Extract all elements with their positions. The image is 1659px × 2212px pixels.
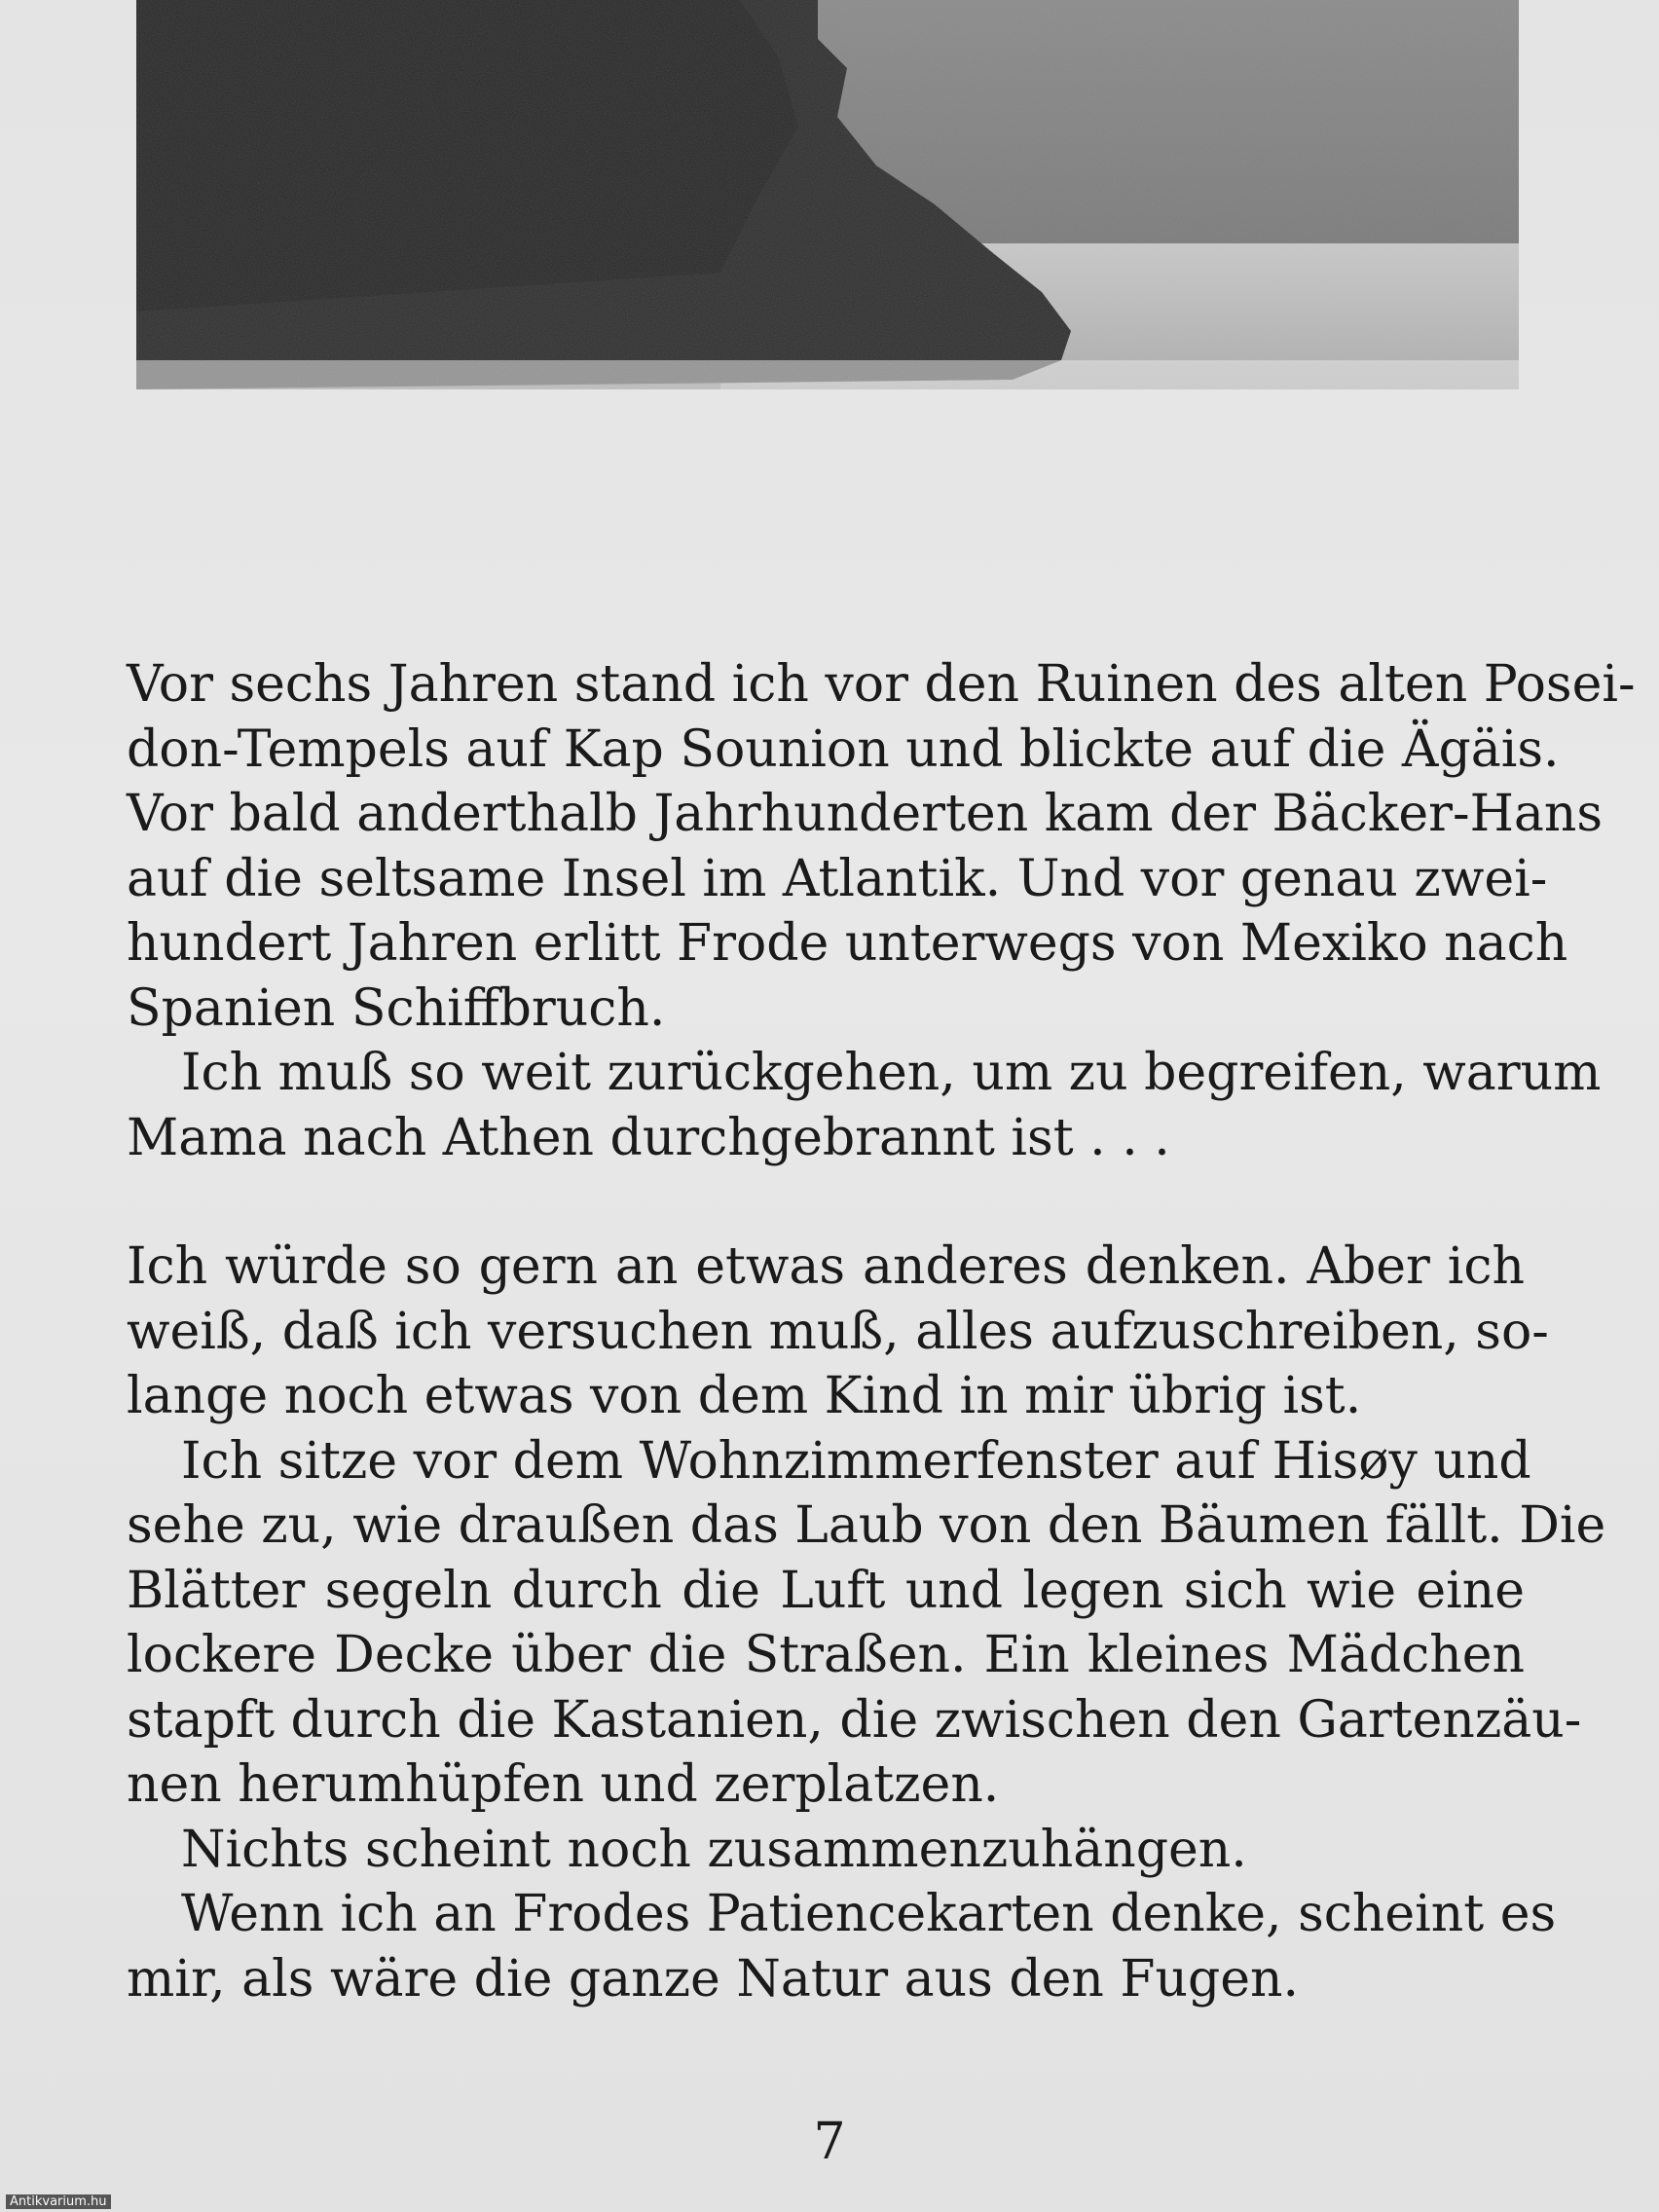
text-line: weiß, daß ich versuchen muß, alles aufzuschreiben, so- (127, 1302, 1549, 1361)
text-line: auf die seltsame Insel im Atlantik. Und vor genau zwei- (127, 849, 1548, 908)
text-line: nen herumhüpfen und zerplatzen. (127, 1755, 1000, 1814)
paragraph-6 (127, 1882, 1557, 2011)
paragraph-2 (127, 1041, 1602, 1170)
paragraph-3 (127, 1235, 1549, 1429)
text-line: Vor bald anderthalb Jahrhunderten kam der Bäcker-Hans (127, 785, 1604, 843)
paragraph-1 (127, 652, 1636, 1041)
paragraph-4 (127, 1429, 1606, 1818)
text-line: Wenn ich an Frodes Patiencekarten denke, scheint es (181, 1885, 1557, 1943)
text-line: Spanien Schiffbruch. (127, 978, 666, 1038)
text-line: Ich würde so gern an etwas anderes denken. Aber ich (127, 1237, 1525, 1296)
text-line: hundert Jahren erlitt Frode unterwegs von Mexiko nach (127, 914, 1568, 973)
text-line: stapft durch die Kastanien, die zwischen den Gartenzäu- (127, 1690, 1582, 1750)
text-line: Mama nach Athen durchgebrannt ist . . . (127, 1108, 1170, 1167)
body-text (127, 652, 1636, 2011)
text-line: Nichts scheint noch zusammenzuhängen. (181, 1820, 1247, 1879)
page-number: 7 (813, 2113, 846, 2171)
section-break (127, 1170, 1525, 1235)
watermark: Antikvarium.hu (6, 2194, 111, 2209)
text-line: lockere Decke über die Straßen. Ein kleines Mädchen (127, 1626, 1525, 1684)
text-line: Blätter segeln durch die Luft und legen sich wie eine (127, 1561, 1525, 1620)
cliff-sea-illustration (136, 0, 1519, 409)
paragraph-5 (127, 1818, 1525, 1883)
text-line: Vor sechs Jahren stand ich vor den Ruinen des alten Posei- (127, 655, 1636, 714)
text-line: Ich sitze vor dem Wohnzimmerfenster auf Hisøy und (181, 1431, 1531, 1491)
text-line: sehe zu, wie draußen das Laub von den Bäumen fällt. Die (127, 1496, 1606, 1555)
text-line: lange noch etwas von dem Kind in mir übrig ist. (127, 1367, 1362, 1425)
text-line: don-Tempels auf Kap Sounion und blickte auf die Ägäis. (127, 719, 1560, 779)
text-line: Ich muß so weit zurückgehen, um zu begreifen, warum (181, 1044, 1602, 1102)
illustration-graphic (136, 0, 1519, 409)
text-line: mir, als wäre die ganze Natur aus den Fugen. (127, 1949, 1300, 2009)
